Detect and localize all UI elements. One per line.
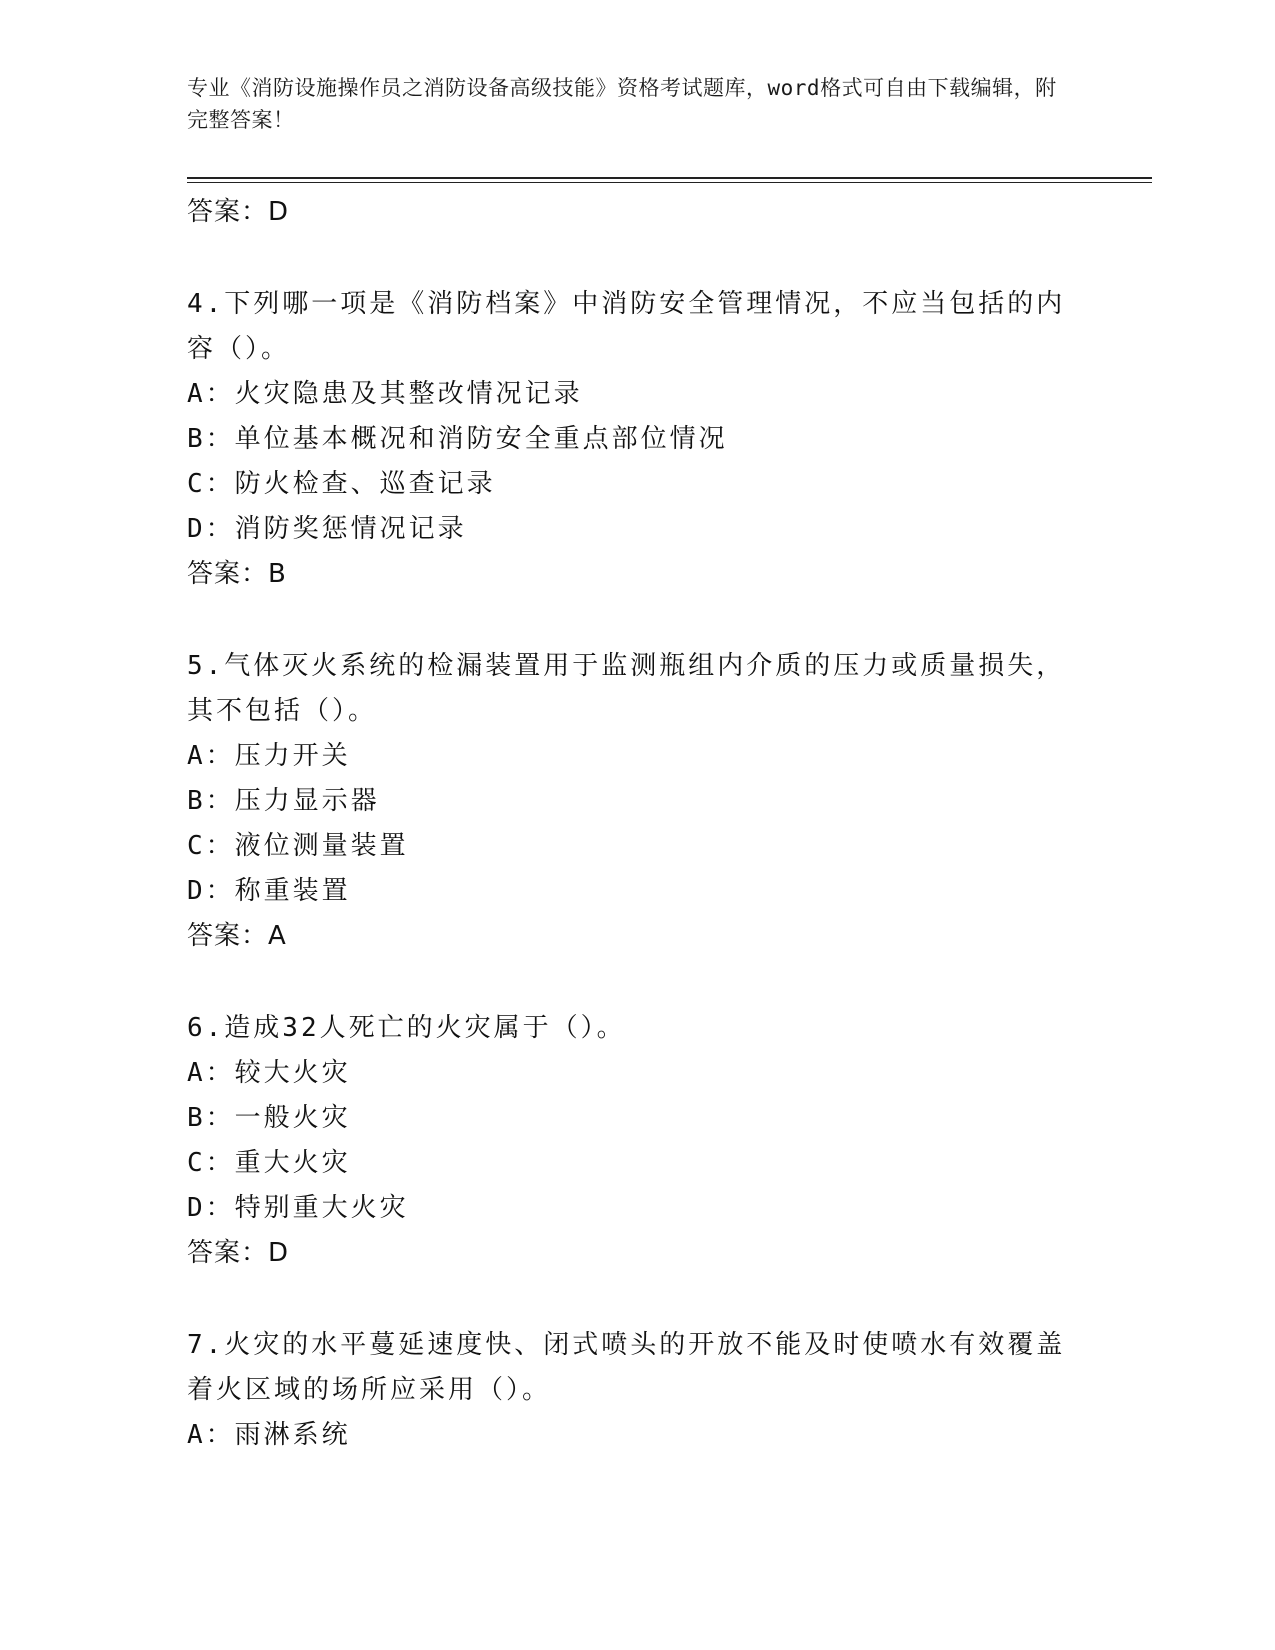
option-b: B：压力显示器 [187,786,380,816]
question-block [187,1323,1087,1458]
question-answer: 答案：B [187,559,287,589]
option-a: A：火灾隐患及其整改情况记录 [187,379,583,409]
option-c: C：防火检查、巡查记录 [187,469,496,499]
question-answer: 答案：A [187,921,287,951]
document-header: 专业《消防设施操作员之消防设备高级技能》资格考试题库，word格式可自由下载编辑，附完整答案！ [187,76,1057,132]
option-d: D：消防奖惩情况记录 [187,514,467,544]
option-d: D：特别重大火灾 [187,1193,409,1223]
question-stem: 6.造成32人死亡的火灾属于（）。 [187,1013,626,1043]
question-list [187,190,1087,1458]
question-block [187,1006,1087,1275]
option-b: B：单位基本概况和消防安全重点部位情况 [187,424,728,454]
option-a: A：压力开关 [187,741,351,771]
option-a: A：雨淋系统 [187,1420,351,1450]
question-block [187,282,1087,596]
question-stem: 5.气体灭火系统的检漏装置用于监测瓶组内介质的压力或质量损失，其不包括（）。 [187,651,1066,726]
option-c: C：重大火灾 [187,1148,351,1178]
question-stem: 7.火灾的水平蔓延速度快、闭式喷头的开放不能及时使喷水有效覆盖着火区域的场所应采用（）。 [187,1330,1066,1405]
option-b: B：一般火灾 [187,1103,351,1133]
option-a: A：较大火灾 [187,1058,351,1088]
option-c: C：液位测量装置 [187,831,409,861]
question-block [187,644,1087,958]
header-divider-thick [187,177,1152,179]
question-stem: 4.下列哪一项是《消防档案》中消防安全管理情况，不应当包括的内容（）。 [187,289,1066,364]
previous-question-answer: 答案：D [187,197,290,227]
question-answer: 答案：D [187,1238,290,1268]
header-divider-thin [187,182,1152,183]
option-d: D：称重装置 [187,876,351,906]
